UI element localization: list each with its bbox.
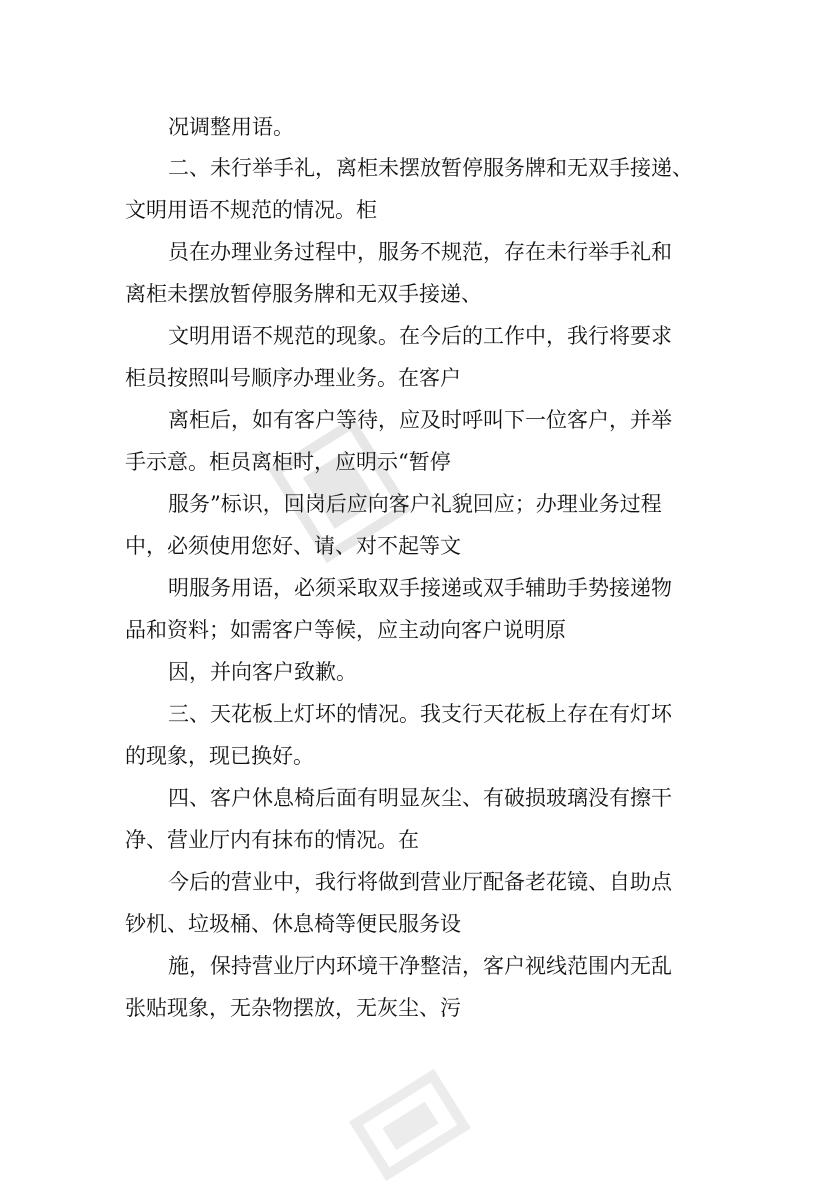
text-line: 钞机、垃圾桶、休息椅等便民服务设 [125,912,461,936]
text-line: 四、客户休息椅后面有明显灰尘、有破损玻璃没有擦干 [168,786,672,810]
text-line: 员在办理业务过程中，服务不规范，存在未行举手礼和 [168,240,672,264]
text-line: 张贴现象，无杂物摆放，无灰尘、污 [125,996,461,1020]
text-line: 服务”标识，回岗后应向客户礼貌回应；办理业务过程 [168,492,662,516]
text-line: 二、未行举手礼，离柜未摆放暂停服务牌和无双手接递、 [168,156,693,180]
text-line: 今后的营业中，我行将做到营业厅配备老花镜、自助点 [168,870,672,894]
text-line: 文明用语不规范的现象。在今后的工作中，我行将要求 [168,324,672,348]
watermark-icon [342,1062,478,1188]
text-line: 的现象，现已换好。 [125,744,314,768]
text-line: 因，并向客户致歉。 [168,660,357,684]
text-line: 施，保持营业厅内环境干净整洁，客户视线范围内无乱 [168,954,672,978]
text-line: 离柜后，如有客户等待，应及时呼叫下一位客户，并举 [168,408,672,432]
text-line: 离柜未摆放暂停服务牌和无双手接递、 [125,282,482,306]
text-line: 中，必须使用您好、请、对不起等文 [125,534,461,558]
text-line: 净、营业厅内有抹布的情况。在 [125,828,419,852]
text-line: 柜员按照叫号顺序办理业务。在客户 [125,366,461,390]
text-line: 三、天花板上灯坏的情况。我支行天花板上存在有灯坏 [168,702,672,726]
text-line: 文明用语不规范的情况。柜 [125,198,377,222]
text-line: 况调整用语。 [168,115,294,139]
text-line: 品和资料；如需客户等候，应主动向客户说明原 [125,618,566,642]
text-line: 手示意。柜员离柜时，应明示“暂停 [125,450,451,474]
text-line: 明服务用语，必须采取双手接递或双手辅助手势接递物 [168,576,672,600]
